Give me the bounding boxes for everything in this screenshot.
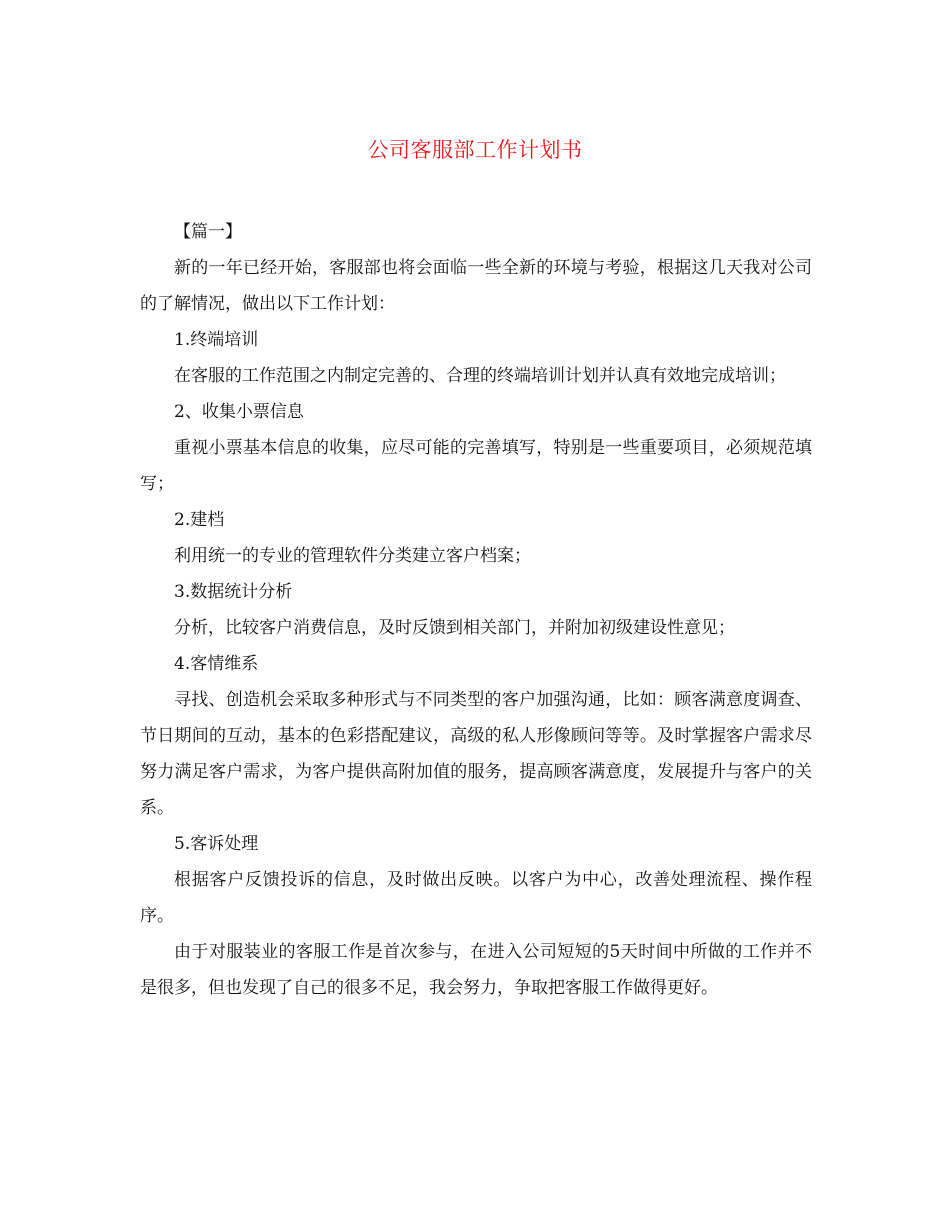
item-heading-archive: 2.建档 [174, 510, 225, 530]
item-text-training: 在客服的工作范围之内制定完善的、合理的终端培训计划并认真有效地完成培训； [174, 366, 786, 386]
item-heading-training: 1.终端培训 [174, 330, 259, 350]
item-heading-analysis: 3.数据统计分析 [174, 582, 293, 602]
item-text-relations: 寻找、创造机会采取多种形式与不同类型的客户加强沟通，比如：顾客满意度调查、节日期间的互动，基本的色彩搭配建议，高级的私人形像顾问等等。及时掌握客户需求尽努力满足客户需求，为客户提供高附加值的服务，提高顾客满意度，发展提升与客户的关系。 [140, 690, 812, 818]
intro-paragraph: 新的一年已经开始，客服部也将会面临一些全新的环境与考验，根据这几天我对公司的了解情况，做出以下工作计划： [140, 258, 812, 314]
item-text-archive: 利用统一的专业的管理软件分类建立客户档案； [174, 546, 531, 566]
item-heading-complaints: 5.客诉处理 [174, 834, 259, 854]
item-text-analysis: 分析，比较客户消费信息，及时反馈到相关部门，并附加初级建设性意见； [174, 618, 735, 638]
closing-paragraph: 由于对服装业的客服工作是首次参与，在进入公司短短的5天时间中所做的工作并不是很多，但也发现了自己的很多不足，我会努力，争取把客服工作做得更好。 [140, 942, 812, 998]
item-heading-receipts: 2、收集小票信息 [174, 402, 304, 422]
section-heading: 【篇一】 [174, 222, 242, 242]
item-text-complaints: 根据客户反馈投诉的信息，及时做出反映。以客户为中心，改善处理流程、操作程序。 [140, 870, 812, 926]
item-text-receipts: 重视小票基本信息的收集，应尽可能的完善填写，特别是一些重要项目，必须规范填写； [140, 438, 812, 494]
document-body [140, 214, 812, 1006]
document-title: 公司客服部工作计划书 [367, 138, 583, 162]
item-heading-relations: 4.客情维系 [174, 654, 259, 674]
